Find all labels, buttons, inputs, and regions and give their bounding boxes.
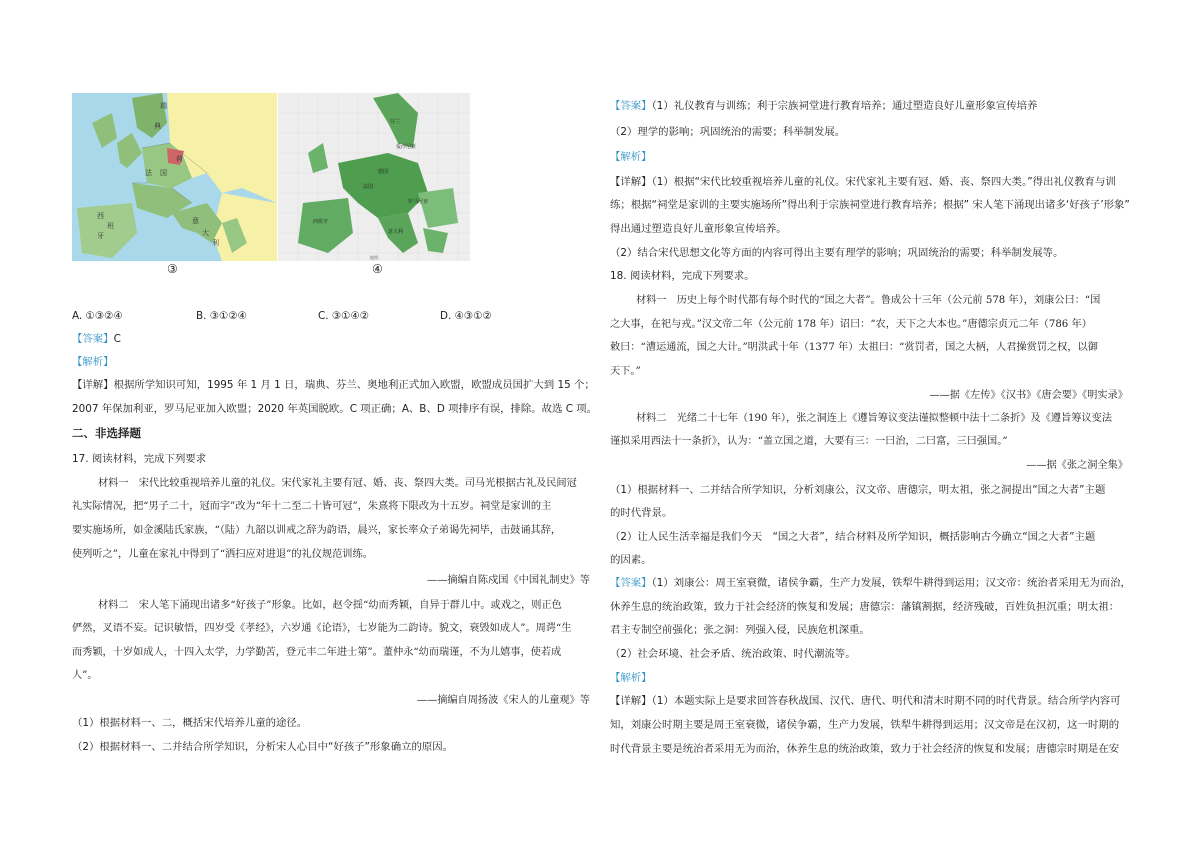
detail-tag: 【详解】: [610, 695, 652, 707]
q18-answer-line: [610, 576, 1131, 590]
svg-text:荷: 荷: [176, 155, 183, 163]
q16-detail-2: 2007 年保加利亚，罗马尼亚加入欧盟；2020 年英国脱欧。C 项正确；A、B、D 项排序有误，排除。故选 C 项。: [72, 403, 598, 415]
map-4-image: [278, 93, 470, 261]
q18-answer-line: 休养生息的统治政策，致力于社会经济的恢复和发展；唐德宗：藩镇割据，经济残破，百姓负担沉重；明太祖：: [610, 601, 1120, 613]
q17-m1-source: ——摘编自陈戍国《中国礼制史》等: [427, 575, 590, 586]
q17-intro: 17. 阅读材料，完成下列要求: [72, 453, 207, 465]
svg-text:利: 利: [212, 239, 219, 247]
answer-tag: 【答案】: [610, 577, 652, 589]
q17-m1-line: 礼实际情况，把“男子二十，冠而字”改为“年十二至二十皆可冠”，朱熹将下限改为十五岁。祠堂是家训的主: [72, 501, 552, 512]
q17-m1-line: 要实施场所，如金溪陆氏家族，“（陆）九韶以训戒之辞为韵语，晨兴，家长率众子弟谒先祠毕，击鼓诵其辞，: [72, 525, 562, 536]
q16-answer: [72, 332, 121, 346]
q17-detail-2: （2）结合宋代思想文化等方面的内容可得出主要有理学的影响；巩固统治的需要；科举制发展等。: [610, 247, 1064, 259]
svg-text:瑞: 瑞: [160, 102, 167, 110]
option-c: C. ③①④②: [318, 310, 370, 322]
detail-tag: 【详解】: [72, 379, 114, 391]
answer-value: C: [113, 333, 121, 345]
q18-question-1-cont: 的时代背景。: [610, 507, 673, 519]
q17-m2-line: 俨然，叉语不妄。记识敏悟，四岁受《孝经》，六岁通《论语》，七岁能为二韵诗。貌文，衰毁如成人”。周谔“生: [72, 623, 572, 634]
svg-text:西: 西: [97, 212, 104, 220]
q18-m2-source: ——据《张之洞全集》: [1026, 460, 1128, 471]
q18-detail-line: 知，刘康公时期主要是周王室衰微，诸侯争霸，生产力发展，铁犁牛耕得到运用；汉文帝是在汉初，这一时期的: [610, 719, 1120, 731]
detail-text: （1）本题实际上是要求回答春秋战国、汉代、唐代、明代和清末时期不同的时代背景。结合所学内容可: [651, 695, 1121, 707]
q17-analysis-tag: 【解析】: [610, 151, 652, 163]
detail-tag: 【详解】: [610, 176, 652, 188]
q17-m1-line: 使列听之”，儿童在家礼中得到了“洒扫应对进退”的礼仪规范训练。: [72, 549, 373, 560]
q17-detail-line: 得出通过塑造良好儿童形象宣传培养。: [610, 223, 787, 235]
europe-map-4: [278, 93, 470, 261]
map-3-image: [72, 93, 277, 261]
q18-question-1: （1）根据材料一、二并结合所学知识，分析刘康公，汉文帝、唐德宗，明太祖，张之洞提出“国之大者”主题: [610, 484, 1106, 496]
svg-text:罗马尼亚: 罗马尼亚: [408, 199, 429, 205]
svg-text:爱沙尼亚: 爱沙尼亚: [396, 144, 417, 150]
q17-m2-source: ——摘编自周扬波《宋人的儿童观》等: [416, 695, 590, 706]
q18-detail-line: 时代背景主要是统治者采用无为而治，休养生息的统治政策，致力于社会经济的恢复和发展；唐德宗时期是在安: [610, 743, 1120, 755]
svg-text:典: 典: [154, 122, 161, 130]
svg-text:法国: 法国: [363, 184, 374, 190]
svg-text:地图: 地图: [370, 255, 378, 260]
svg-text:牙: 牙: [97, 232, 104, 240]
option-b: B. ③①②④: [196, 310, 247, 322]
q18-intro: 18. 阅读材料，完成下列要求。: [610, 270, 755, 282]
q18-m1-line: 敕曰：“漕运通流，国之大计。”明洪武十年（1377 年）太祖曰：“赏罚者，国之大柄，人君操赏罚之权，以御: [610, 342, 1098, 353]
map-label-4: ④: [372, 262, 383, 276]
q18-question-2: （2）让人民生活幸福是我们今天 “国之大者”，结合材料及所学知识，概括影响古今确立“国之大者”主题: [610, 531, 1096, 543]
q17-m2-line: 材料二 宋人笔下涌现出诸多“好孩子”形象。比如，赵令揺“幼而秀颖，自异于群儿中。或戏之，则正色: [98, 600, 562, 611]
q17-m2-line: 而秀颖，十岁如成人，十四入太学，力学勤苦，登元丰二年进士第”。董仲永“幼而瑞谨，不为儿嬉事，使若成: [72, 647, 562, 658]
q17-m2-line: 人”。: [72, 670, 98, 681]
svg-text:意: 意: [192, 217, 199, 225]
map-label-3: ③: [167, 262, 178, 276]
q18-m1-line: 材料一 历史上每个时代都有每个时代的“国之大者”。鲁成公十三年（公元前 578 年），刘康公曰：“国: [636, 295, 1101, 306]
svg-text:德国: 德国: [378, 169, 389, 175]
q16-analysis-tag: 【解析】: [72, 356, 114, 368]
q18-detail-line: [610, 694, 1121, 708]
q17-m1-line: 材料一 宋代比较重视培养儿童的礼仪。宋代家礼主要有冠、婚、丧、祭四大类。司马光根据古礼及民间冠: [98, 478, 577, 489]
option-d: D. ④③①②: [440, 310, 492, 322]
answer-tag: 【答案】: [72, 333, 114, 345]
section-title: 二、非选择题: [72, 426, 141, 440]
q18-m2-line: 谨拟采用西法十一条折》，认为：“盖立国之道，大要有三：一曰治，二曰富，三曰强国。”: [610, 436, 1008, 447]
europe-map-3: [72, 93, 277, 261]
q17-question-2: （2）根据材料一、二并结合所学知识，分析宋人心目中“好孩子”形象确立的原因。: [72, 741, 454, 753]
q18-analysis-tag: 【解析】: [610, 672, 652, 684]
q17-detail-line: 练；根据“祠堂是家训的主要实施场所”得出利于宗族祠堂进行教育培养；根据” 宋人笔下涌现出诸多‘好孩子’形象”: [610, 199, 1130, 211]
svg-text:芬兰: 芬兰: [390, 119, 401, 125]
svg-text:法: 法: [145, 169, 152, 177]
answer-text: （1）刘康公：周王室衰微，诸侯争霸，生产力发展，铁犁牛耕得到运用；汉文帝：统治者采用无为而治，: [651, 577, 1131, 589]
q18-answer-line: 君主专制空前强化；张之洞：列强入侵，民族危机深重。: [610, 624, 870, 636]
q18-m1-source: ——据《左传》《汉书》《唐会要》《明实录》: [929, 390, 1128, 401]
detail-text: 根据所学知识可知，1995 年 1 月 1 日，瑞典、芬兰、奥地利正式加入欧盟，欧盟成员国扩大到 15 个；: [113, 379, 595, 391]
q17-detail-line: [610, 175, 1116, 189]
q17-answer-2: （2）理学的影响；巩固统治的需要；科举制发展。: [610, 126, 846, 138]
q18-m2-line: 材料二 光绪二十七年（190 年），张之洞连上《遵旨筹议变法谨拟整顿中法十二条折》及《遵旨筹议变法: [636, 413, 1113, 424]
q18-answer-2: （2）社会环境、社会矛盾、统治政策、时代潮流等。: [610, 648, 856, 660]
option-a: A. ①③②④: [72, 310, 123, 322]
q16-detail-1: [72, 378, 595, 392]
q17-answer-1: [610, 99, 1037, 113]
detail-text: （1）根据“宋代比较重视培养儿童的礼仪。宋代家礼主要有冠、婚、丧、祭四大类。”得出礼仪教育与训: [651, 176, 1116, 188]
svg-text:意大利: 意大利: [388, 229, 404, 235]
svg-text:国: 国: [160, 169, 167, 177]
svg-text:西班牙: 西班牙: [313, 219, 329, 225]
q17-question-1: （1）根据材料一、二，概括宋代培养儿童的途径。: [72, 717, 308, 729]
q18-question-2-cont: 的因素。: [610, 554, 652, 566]
svg-text:班: 班: [107, 222, 114, 230]
svg-text:大: 大: [202, 229, 209, 237]
q18-m1-line: 天下。”: [610, 366, 641, 377]
answer-tag: 【答案】: [610, 100, 652, 112]
q18-m1-line: 之大事，在祀与戎。”汉文帝二年（公元前 178 年）诏曰：“农，天下之大本也。”唐德宗贞元二年（786 年）: [610, 319, 1092, 330]
answer-text: （1）礼仪教育与训练；利于宗族祠堂进行教育培养；通过塑造良好儿童形象宣传培养: [651, 100, 1038, 112]
